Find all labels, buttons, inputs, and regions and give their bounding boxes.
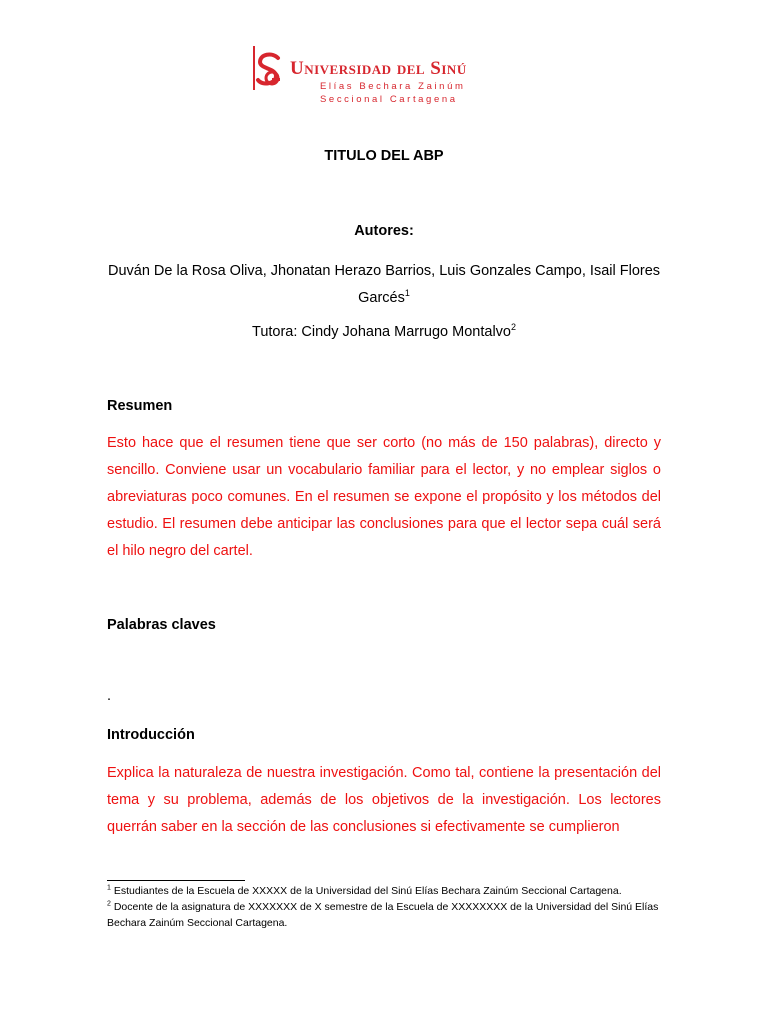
footnote-2: $^2$ Docente de la asignatura de XXXXXXX de X semestre de la Escuela de XXXXXXXX de la Universidad del Sinú Elías Bechara Zainúm Seccional Cartagena. — [107, 900, 659, 929]
document-title: TITULO DEL ABP — [324, 148, 444, 164]
introduccion-body: Explica la naturaleza de nuestra investigación. Como tal, contiene la presentación del tema y su problema, además de los objetivos de la investigación. Los lectores querrán saber en la sección de las conclusiones si efectivamente se cumplieron — [107, 765, 661, 835]
university-subtitle-2: Seccional Cartagena — [320, 94, 458, 105]
resumen-body: Esto hace que el resumen tiene que ser corto (no más de 150 palabras), directo y sencillo. Conviene usar un vocabulario familiar para el lector, y no emplear siglos o abreviaturas poco comunes. En el resumen se expone el propósito y los métodos del estudio. El resumen debe anticipar las conclusiones para que el lector sepa cuál será el hilo negro del cartel. — [107, 435, 661, 559]
resumen-heading: Resumen — [107, 398, 173, 414]
footnotes — [107, 883, 661, 931]
tutor-text: Tutora: Cindy Johana Marrugo Montalvo — [252, 324, 511, 340]
footnote-separator — [107, 880, 245, 881]
authors-label: Autores: — [354, 223, 414, 239]
footnote-ref-2[interactable]: 2 — [510, 322, 516, 333]
footnote-ref-1[interactable]: 1 — [404, 288, 410, 299]
introduccion-heading: Introducción — [107, 727, 195, 743]
university-logo — [248, 44, 520, 105]
tutor-line — [107, 321, 661, 343]
footnote-1: $^1$ Estudiantes de la Escuela de XXXXX de la Universidad del Sinú Elías Bechara Zainúm Seccional Cartagena. — [107, 884, 622, 897]
authors-text: Duván De la Rosa Oliva, Jhonatan Herazo Barrios, Luis Gonzales Campo, Isail Flores Garcés — [107, 263, 661, 306]
placeholder-dot: . — [107, 688, 112, 704]
university-seal-icon — [248, 44, 288, 94]
university-subtitle-1: Elías Bechara Zainúm — [320, 81, 466, 92]
university-name: Universidad del Sinú — [290, 58, 467, 79]
palabras-claves-heading: Palabras claves — [107, 617, 216, 633]
authors-list — [107, 258, 661, 312]
